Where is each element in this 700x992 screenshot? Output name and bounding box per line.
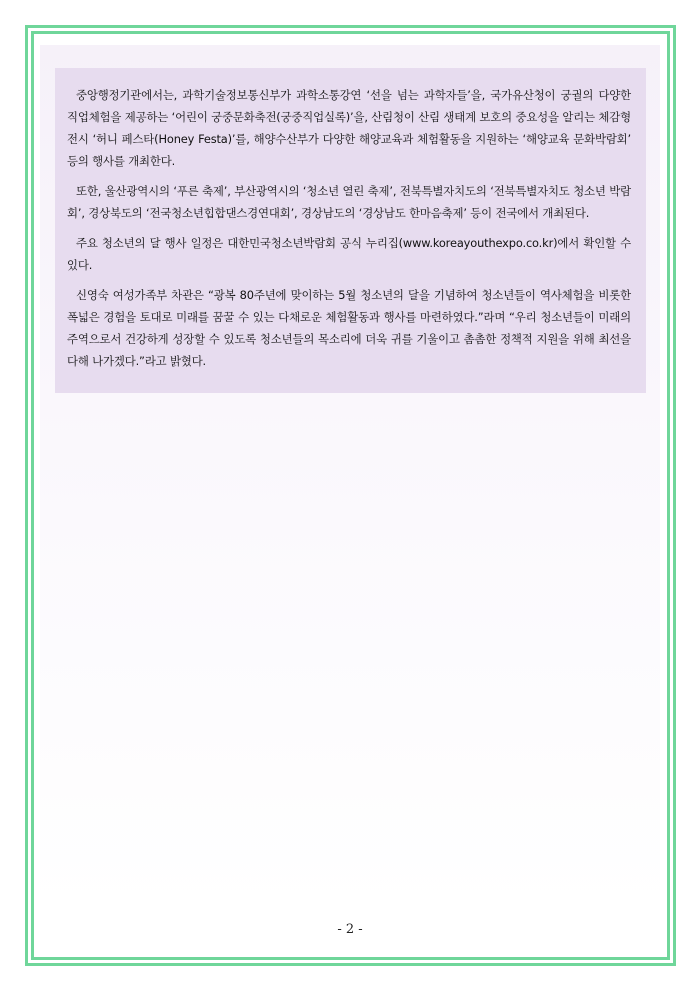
- paragraph-local-festivals: 또한, 울산광역시의 ‘푸른 축제’, 부산광역시의 ‘청소년 열린 축제’, 전북특별자치도의 ‘전북특별자치도 청소년 박람회’, 경상북도의 ‘전국청소년힙합댄스경연대회’, 경상남도의 ‘경상남도 한마음축제’ 등이 전국에서 개최된다.: [67, 184, 631, 220]
- page-number: - 2 -: [337, 922, 363, 937]
- paragraph-event-schedule: 주요 청소년의 달 행사 일정은 대한민국청소년박람회 공식 누리집(www.koreayouthexpo.co.kr)에서 확인할 수 있다.: [67, 236, 631, 272]
- paragraph-central-agencies: 중앙행정기관에서는, 과학기술정보통신부가 과학소통강연 ‘선을 넘는 과학자들’을, 국가유산청이 궁궐의 다양한 직업체험을 제공하는 ‘어린이 궁중문화축전(궁중직업실록)’을, 산림청이 산림 생태계 보호의 중요성을 알리는 체감형 전시 ‘허니 페스타(Honey Festa)’를, 해양수산부가 다양한 해양교육과 체험활동을 지원하는 ‘해양교육 문화박람회’ 등의 행사를 개최한다.: [67, 88, 631, 168]
- highlight-text-box: [55, 68, 646, 393]
- paragraph-vice-minister-quote: 신영숙 여성가족부 차관은 “광복 80주년에 맞이하는 5월 청소년의 달을 기념하여 청소년들이 역사체험을 비롯한 폭넓은 경험을 토대로 미래를 꿈꿀 수 있는 다채로운 체험활동과 행사를 마련하였다.”라며 “우리 청소년들이 미래의 주역으로서 건강하게 성장할 수 있도록 청소년들의 목소리에 더욱 귀를 기울이고 촘촘한 정책적 지원을 위해 최선을 다해 나가겠다.”라고 밝혔다.: [67, 288, 631, 368]
